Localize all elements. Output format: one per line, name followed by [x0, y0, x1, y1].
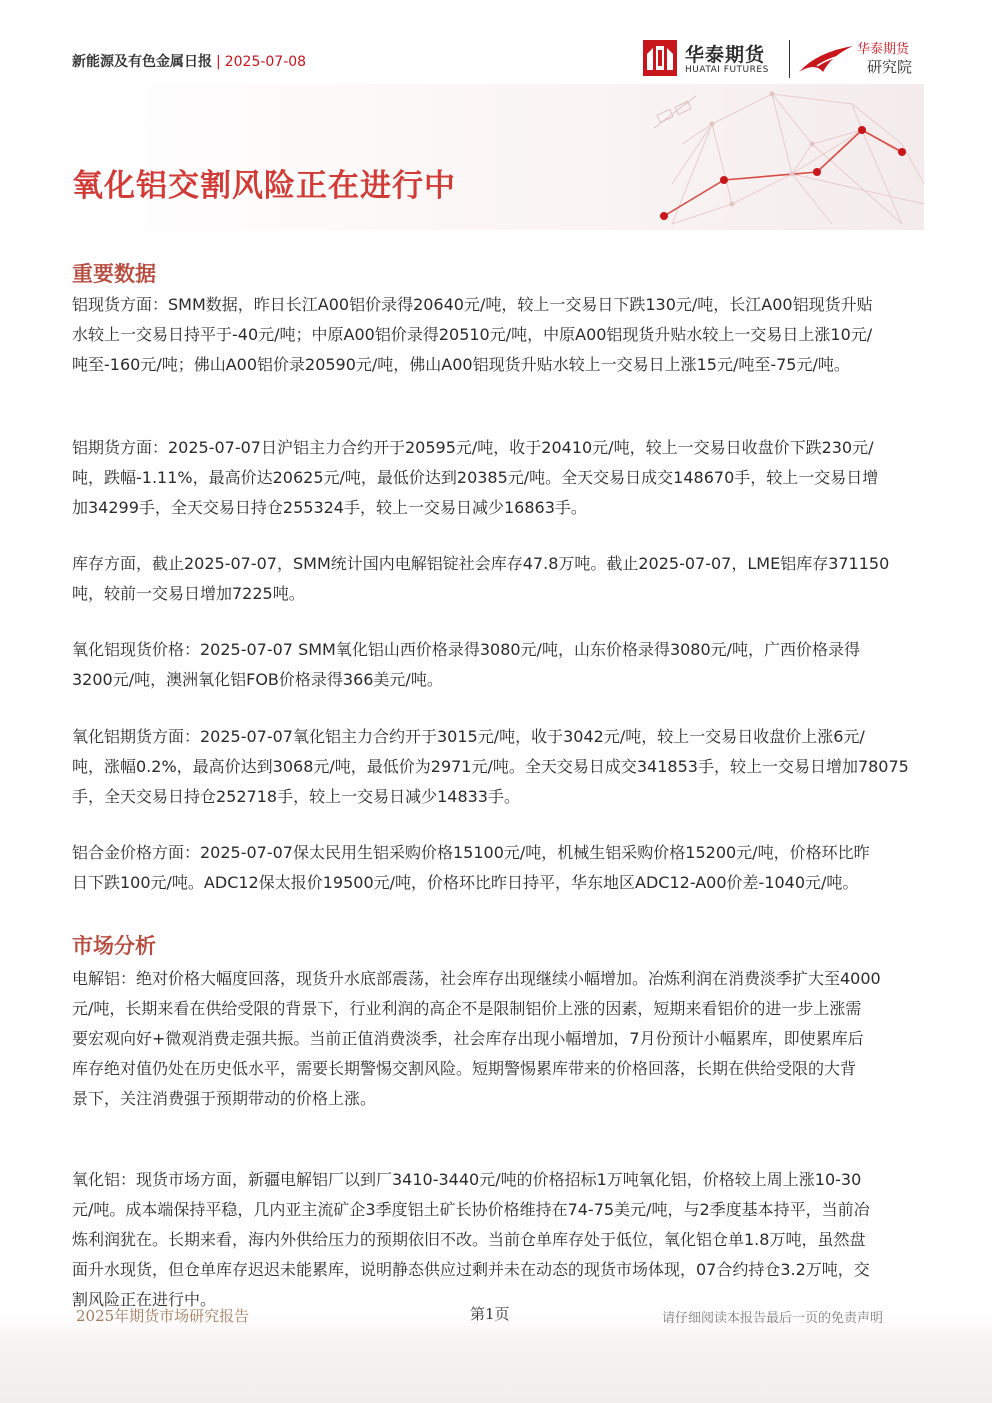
page-title: 氧化铝交割风险正在进行中	[72, 168, 456, 204]
company-name-en: HUATAI FUTURES	[685, 65, 769, 75]
text-line: 元/吨，长期来看在供给受限的背景下，行业利润的高企不是限制铝价上涨的因素，短期来看铝价的进一步上涨需	[72, 999, 862, 1018]
text-line: 铝期货方面：2025-07-07日沪铝主力合约开于20595元/吨，收于20410元/吨，较上一交易日收盘价下跌230元/	[72, 438, 874, 457]
paragraph-aluminum-spot	[72, 290, 942, 380]
text-line: 手，全天交易日持仓252718手，较上一交易日减少14833手。	[72, 787, 520, 806]
page-number: 第1页	[470, 1305, 510, 1323]
text-line: 3200元/吨，澳洲氧化铝FOB价格录得366美元/吨。	[72, 670, 443, 689]
text-line: 电解铝：绝对价格大幅度回落，现货升水底部震荡，社会库存出现继续小幅增加。冶炼利润在消费淡季扩大至4000	[72, 969, 881, 988]
text-line: 吨，跌幅-1.11%，最高价达20625元/吨，最低价达到20385元/吨。全天交易日成交148670手，较上一交易日增	[72, 468, 879, 487]
header-separator: |	[216, 54, 221, 70]
report-header	[72, 51, 306, 71]
text-line: 元/吨。成本端保持平稳，几内亚主流矿企3季度铝土矿长协价格维持在74-75美元/吨，与2季度基本持平，当前冶	[72, 1200, 870, 1219]
text-line: 加34299手，全天交易日持仓255324手，较上一交易日减少16863手。	[72, 498, 587, 517]
report-date: 2025-07-08	[224, 54, 307, 70]
text-line: 氧化铝：现货市场方面，新疆电解铝厂以到厂3410-3440元/吨的价格招标1万吨氧化铝，价格较上周上涨10-30	[72, 1170, 862, 1189]
paragraph-electrolytic-aluminum	[72, 964, 942, 1114]
logo-divider	[789, 40, 790, 78]
text-line: 氧化铝期货方面：2025-07-07氧化铝主力合约开于3015元/吨，收于3042元/吨，较上一交易日收盘价上涨6元/	[72, 727, 865, 746]
text-line: 铝现货方面：SMM数据，昨日长江A00铝价录得20640元/吨，较上一交易日下跌130元/吨，长江A00铝现货升贴	[72, 295, 873, 314]
text-line: 氧化铝现货价格：2025-07-07 SMM氧化铝山西价格录得3080元/吨，山东价格录得3080元/吨，广西价格录得	[72, 640, 861, 659]
section-heading-market-analysis: 市场分析	[72, 934, 156, 958]
paragraph-alloy	[72, 838, 942, 898]
footer-report-name: 2025年期货市场研究报告	[76, 1307, 250, 1325]
text-line: 吨，较前一交易日增加7225吨。	[72, 584, 305, 603]
text-line: 库存绝对值仍处在历史低水平，需要长期警惕交割风险。短期警惕累库带来的价格回落，长期在供给受限的大背	[72, 1059, 857, 1078]
institute-line1: 华泰期货	[857, 42, 910, 57]
paragraph-inventory	[72, 549, 942, 609]
section-heading-key-data: 重要数据	[72, 262, 156, 286]
text-line: 炼利润犹在。长期来看，海内外供给压力的预期依旧不改。当前仓单库存处于低位，氧化铝仓单1.8万吨，虽然盘	[72, 1230, 866, 1249]
text-line: 铝合金价格方面：2025-07-07保太民用生铝采购价格15100元/吨，机械生铝采购价格15200元/吨，价格环比昨	[72, 843, 870, 862]
text-line: 库存方面，截止2025-07-07，SMM统计国内电解铝锭社会库存47.8万吨。截止2025-07-07，LME铝库存371150	[72, 554, 890, 573]
institute-line2: 研究院	[867, 58, 913, 76]
title-banner	[72, 84, 924, 230]
text-line: 吨，涨幅0.2%，最高价达到3068元/吨，最低价为2971元/吨。全天交易日成交341853手，较上一交易日增加78075	[72, 757, 909, 776]
text-line: 水较上一交易日持平于-40元/吨；中原A00铝价录得20510元/吨，中原A00铝现货升贴水较上一交易日上涨10元/	[72, 325, 873, 344]
paragraph-alumina-spot	[72, 635, 942, 695]
huatai-logo	[643, 38, 923, 82]
text-line: 面升水现货，但仓单库存迟迟未能累库，说明静态供应过剩并未在动态的现货市场体现，07合约持仓3.2万吨，交	[72, 1260, 870, 1279]
text-line: 吨至-160元/吨；佛山A00铝价录20590元/吨，佛山A00铝现货升贴水较上一交易日上涨15元/吨至-75元/吨。	[72, 355, 850, 374]
institute-bird-icon	[797, 42, 855, 76]
paragraph-aluminum-futures	[72, 433, 942, 523]
company-name-cn: 华泰期货	[685, 44, 766, 66]
text-line: 割风险正在进行中。	[72, 1290, 217, 1309]
text-line: 景下，关注消费强于预期带动的价格上涨。	[72, 1089, 377, 1108]
footer-disclaimer-note: 请仔细阅读本报告最后一页的免责声明	[662, 1311, 884, 1326]
network-graphic	[72, 84, 924, 230]
report-name: 新能源及有色金属日报	[72, 54, 212, 70]
paragraph-alumina-analysis	[72, 1165, 942, 1315]
huatai-mark-icon	[643, 40, 677, 76]
text-line: 要宏观向好+微观消费走强共振。当前正值消费淡季，社会库存出现小幅增加，7月份预计小幅累库，即使累库后	[72, 1029, 864, 1048]
text-line: 日下跌100元/吨。ADC12保太报价19500元/吨，价格环比昨日持平，华东地区ADC12-A00价差-1040元/吨。	[72, 873, 859, 892]
paragraph-alumina-futures	[72, 722, 942, 812]
